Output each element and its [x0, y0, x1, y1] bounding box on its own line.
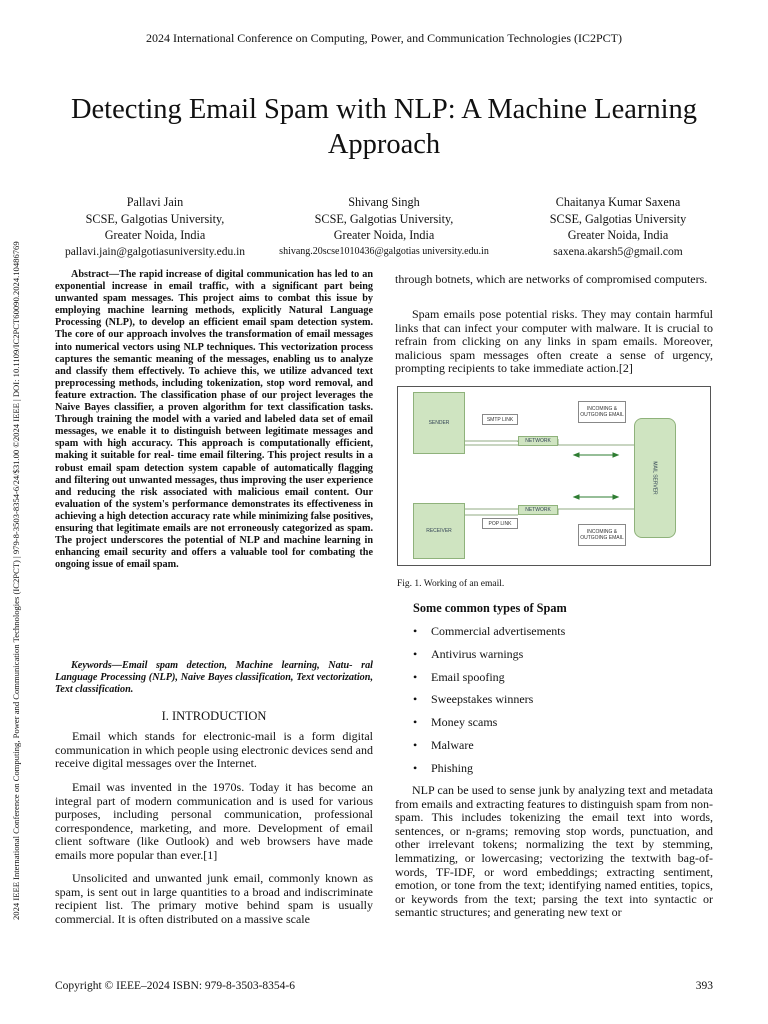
author-affiliation: SCSE, Galgotias University,: [85, 211, 225, 226]
intro-paragraph-3: Unsolicited and unwanted junk email, commonly known as spam, is sent out in large quantities to a broad and indiscriminate recipient list. The primary motive behind spam is usually commercial. It is often distributed on a massive scale: [55, 871, 373, 926]
sender-box: SENDER: [413, 392, 465, 454]
figure-email-diagram: [397, 386, 711, 566]
right-paragraph-nlp: NLP can be used to sense junk by analyzing text and metadata from emails and extracting features to distinguish spam from non-spam. This includes tokenizing the email text into words, sentences, or n-grams; removing stop words, punctuation, and other irrelevant tokens; normalizing the text by stemming, lemmatizing, or lowercasing; vectorizing the textwith bag-of-words, TF-IDF, or word embeddings; extracting sentiment, emotion, or tone from the text; identifying named entities, topics, or keywords from the text; parsing the text into syntactic or semantic structures; and generating new text or: [395, 783, 713, 920]
copyright-footer: Copyright © IEEE–2024 ISBN: 979-8-3503-8354-6: [55, 980, 295, 992]
author-affiliation: SCSE, Galgotias University,: [314, 211, 454, 226]
right-paragraph-2: Spam emails pose potential risks. They may contain harmful links that can infect your computer with malware. It is crucial to refrain from clicking on any links in spam emails. Moreover, malicious spam messages often create a sense of urgency, prompting recipients to take immediate action.[2]: [395, 307, 713, 376]
incoming-outgoing-box-bottom: INCOMING & OUTGOING EMAIL: [578, 524, 626, 546]
pop-link-box: POP LINK: [482, 518, 518, 529]
list-item: • Sweepstakes winners: [413, 692, 565, 715]
list-item: • Malware: [413, 738, 565, 761]
author-location: Greater Noida, India: [104, 228, 206, 242]
figure-caption: Fig. 1. Working of an email.: [397, 579, 505, 589]
mail-server-label: MAIL SERVER: [651, 461, 658, 495]
author-location: Greater Noida, India: [567, 228, 669, 242]
mail-server-box: [634, 418, 676, 538]
list-item: • Money scams: [413, 715, 565, 738]
section-heading-introduction: I. INTRODUCTION: [161, 709, 267, 723]
author-location: Greater Noida, India: [333, 228, 435, 242]
author-email: shivang.20scse1010436@galgotias university.edu.in: [279, 245, 489, 257]
right-paragraph-1: through botnets, which are networks of compromised computers.: [395, 272, 708, 286]
list-item: • Phishing: [413, 761, 565, 784]
paper-title: Detecting Email Spam with NLP: A Machine Learning Approach: [70, 94, 698, 160]
incoming-outgoing-box-top: INCOMING & OUTGOING EMAIL: [578, 401, 626, 423]
intro-paragraph-2: Email was invented in the 1970s. Today it has become an integral part of modern communication and is used for various purposes, including personal communication, professional correspondence, marketing, and more. Development of email client software (like Outlook) and web browsers have made emails more popular than ever.[1]: [55, 780, 373, 862]
conference-header: 2024 International Conference on Computing, Power, and Communication Technologies (IC2PCT): [145, 31, 623, 45]
author-name: Pallavi Jain: [126, 195, 184, 209]
smtp-link-box: SMTP LINK: [482, 414, 518, 425]
spam-types-heading: Some common types of Spam: [413, 601, 567, 615]
spam-types-list: [413, 624, 565, 784]
author-name: Shivang Singh: [348, 195, 420, 209]
author-2: [268, 194, 500, 260]
network-box-bottom: NETWORK: [518, 505, 558, 515]
keywords: Keywords—Email spam detection, Machine learning, Natu- ral Language Processing (NLP), Naive Bayes classification, Text vectorization, Text classification.: [55, 660, 373, 696]
abstract: Abstract—The rapid increase of digital communication has led to an exponential increase in email traffic, with a significant part being unwanted spam messages. This project aims to combat this issue by employing machine learning methods, explicitly Natural Language Processing (NLP), to develop an efficient email spam detection system. The core of our approach involves the transformation of email messages into numerical vectors using NLP techniques. This vectorization process captures the semantic meaning of the messages, enabling us to analyze and classify them effectively. To achieve this, we utilize advanced text preprocessing methods, including tokenization, stop word removal, and feature extraction. The classification phase of our project leverages the Naive Bayes classifier, a proven algorithm for text classification tasks. Through training the model with a varied and labeled data set of email messages, we enable it to distinguish between legitimate messages and spam with high accuracy. This approach is computationally efficient, making it suitable for real- time email filtering. This project results in a robust email spam detection system capable of automatically flagging and filtering out unwanted messages, thus improving the user experience and reducing the risk associated with malicious email content. Our evaluation of the system's performance demonstrates its effectiveness in achieving a high detection accuracy rate while minimizing false positives, ensuring that legitimate emails are not erroneously categorized as spam. The project underscores the potential of NLP and machine learning in enhancing email security and offers a valuable tool for combating the ongoing issue of email spam.: [55, 269, 373, 571]
author-3: [520, 194, 716, 260]
list-item: • Antivirus warnings: [413, 647, 565, 670]
author-name: Chaitanya Kumar Saxena: [555, 195, 681, 209]
receiver-box: RECEIVER: [413, 503, 465, 559]
network-box-top: NETWORK: [518, 436, 558, 446]
intro-paragraph-1: Email which stands for electronic-mail is a form digital communication in which people using electronic devices send and receive digital messages over the Internet.: [55, 729, 373, 771]
author-email: pallavi.jain@galgotiasuniversity.edu.in: [64, 245, 246, 258]
author-affiliation: SCSE, Galgotias University: [549, 211, 687, 226]
list-item: • Commercial advertisements: [413, 624, 565, 647]
page-number: 393: [695, 980, 713, 992]
author-email: saxena.akarsh5@gmail.com: [553, 245, 683, 258]
side-doi-note: 2024 IEEE International Conference on Computing, Power and Communication Technologies (IC2PCT) | 979-8-3503-8354-6/24/$31.00 ©2024 IEEE | DOI: 10.1109/IC2PCT60090.2024.10486769: [11, 241, 21, 920]
list-item: • Email spoofing: [413, 670, 565, 693]
author-1: [55, 194, 255, 260]
